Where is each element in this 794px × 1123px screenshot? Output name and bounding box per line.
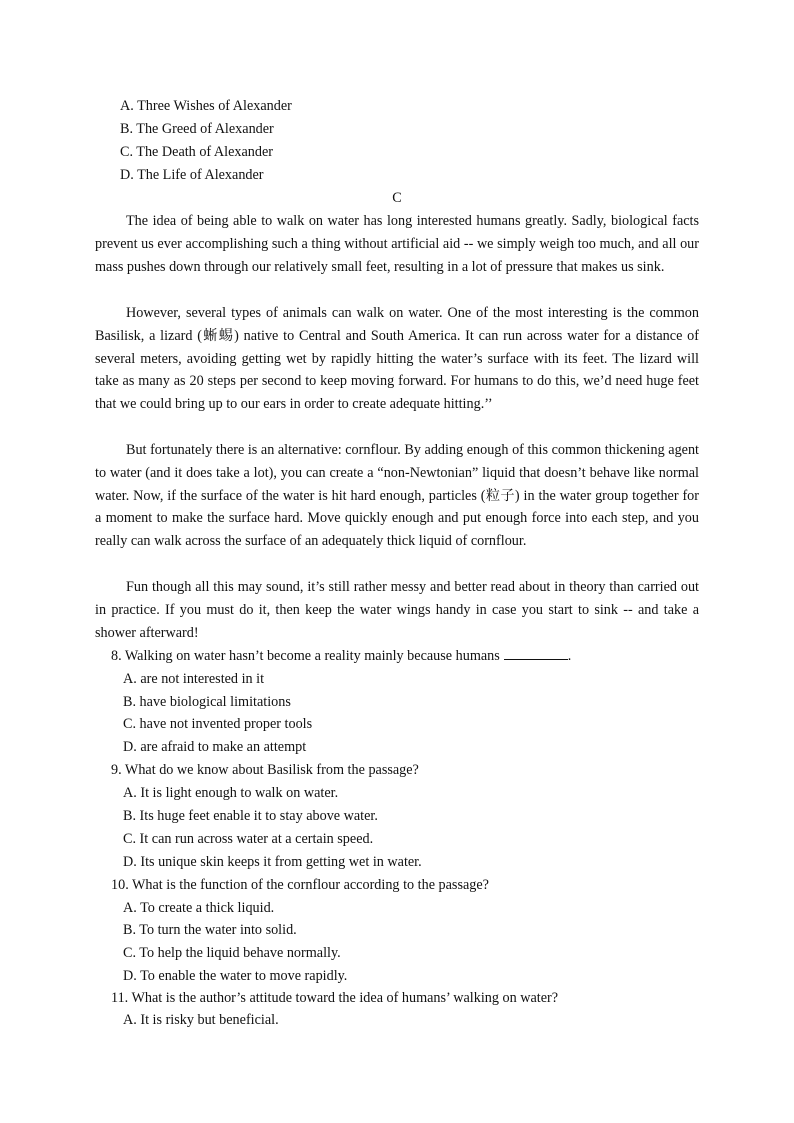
passage-paragraph-4: Fun though all this may sound, it’s still rather messy and better read about in theory than carried out in practice. If you must do it, then keep the water wings handy in case you start to sink -- and take a shower afterward! <box>95 579 699 641</box>
question-8-end: . <box>567 648 572 664</box>
question-9-option-b: B. Its huge feet enable it to stay above water. <box>123 808 378 824</box>
question-8-option-d: D. are afraid to make an attempt <box>123 739 307 755</box>
question-10-option-b: B. To turn the water into solid. <box>123 922 297 938</box>
question-8-text: 8. Walking on water hasn’t become a reality mainly because humans <box>111 648 500 664</box>
question-10-option-a: A. To create a thick liquid. <box>123 900 275 916</box>
passage-paragraph-2: However, several types of animals can walk on water. One of the most interesting is the common Basilisk, a lizard (蜥蜴) native to Central and South America. It can run across water for a distance of several meters, avoiding getting wet by rapidly hitting the water’s surface with its feet. The lizard will take as many as 20 steps per second to keep moving forward. For humans to do this, we’d need huge feet that we could bring up to our ears in order to create adequate hitting.’’ <box>95 305 699 413</box>
prev-option-b: B. The Greed of Alexander <box>120 121 274 137</box>
answer-blank <box>504 645 568 660</box>
prev-option-a: A. Three Wishes of Alexander <box>120 98 292 114</box>
question-10-option-d: D. To enable the water to move rapidly. <box>123 968 348 984</box>
passage-paragraph-3: But fortunately there is an alternative: cornflour. By adding enough of this common thickening agent to water (and it does take a lot), you can create a “non-Newtonian” liquid that doesn’t behave like normal water. Now, if the surface of the water is hit hard enough, particles (粒子) in the water group together for a moment to make the surface hard. Move quickly enough and put enough force into each step, and you really can walk across the surface of an adequately thick liquid of cornflour. <box>95 442 699 550</box>
question-8-option-b: B. have biological limitations <box>123 694 291 710</box>
prev-option-d: D. The Life of Alexander <box>120 167 264 183</box>
question-8-option-c: C. have not invented proper tools <box>123 716 313 732</box>
prev-option-c: C. The Death of Alexander <box>120 144 273 160</box>
question-9-option-c: C. It can run across water at a certain speed. <box>123 831 374 847</box>
question-8-option-a: A. are not interested in it <box>123 671 265 687</box>
question-9-stem: 9. What do we know about Basilisk from the passage? <box>111 762 419 778</box>
question-10-stem: 10. What is the function of the cornflour according to the passage? <box>111 877 489 893</box>
question-9-option-a: A. It is light enough to walk on water. <box>123 785 339 801</box>
passage-paragraph-1: The idea of being able to walk on water has long interested humans greatly. Sadly, biological facts prevent us ever accomplishing such a thing without artificial aid -- we simply weigh too much, and all our mass pushes down through our relatively small feet, resulting in a lot of pressure that makes us sink. <box>95 213 699 275</box>
question-11-option-a: A. It is risky but beneficial. <box>123 1012 279 1028</box>
question-9-option-d: D. Its unique skin keeps it from getting wet in water. <box>123 854 422 870</box>
section-label: C <box>392 190 402 206</box>
question-10-option-c: C. To help the liquid behave normally. <box>123 945 341 961</box>
question-8-stem <box>111 645 571 668</box>
question-11-stem: 11. What is the author’s attitude toward the idea of humans’ walking on water? <box>111 990 559 1006</box>
